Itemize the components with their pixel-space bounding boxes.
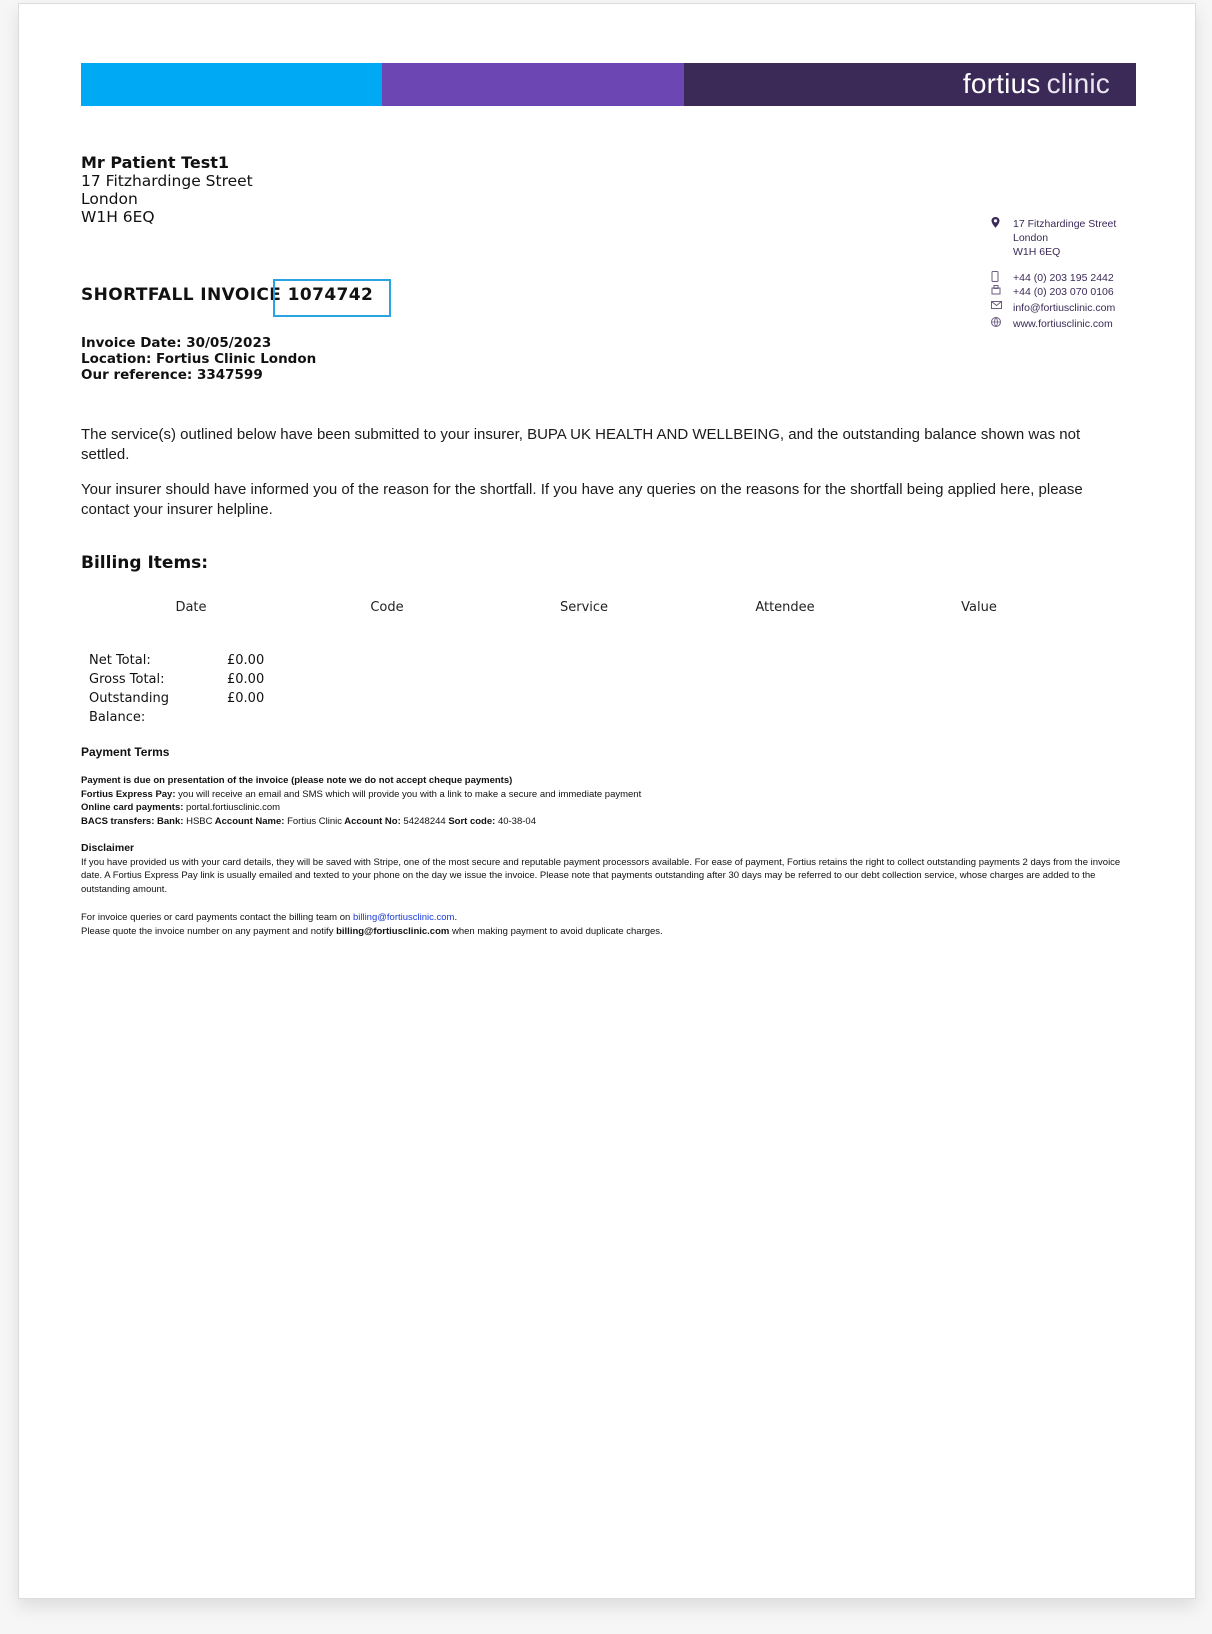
column-header-date: Date: [175, 600, 207, 615]
column-header-code: Code: [370, 600, 404, 615]
online-payment-label: Online card payments:: [81, 802, 184, 813]
column-header-service: Service: [559, 600, 609, 615]
invoice-location: Location: Fortius Clinic London: [81, 351, 317, 367]
clinic-phone: +44 (0) 203 195 2442: [1013, 272, 1114, 284]
location-pin-icon: [991, 217, 1013, 231]
bacs-bank-label: Bank:: [154, 815, 184, 827]
net-total-value: £0.00: [227, 653, 265, 668]
outstanding-balance-label: Outstanding Balance:: [89, 691, 169, 725]
invoice-date: Invoice Date: 30/05/2023: [81, 335, 272, 351]
recipient-postcode: W1H 6EQ: [81, 208, 155, 226]
email-icon: [991, 301, 1013, 312]
logo-word-fortius: fortius: [962, 68, 1041, 99]
footer-line2-end: when making payment to avoid duplicate charges.: [449, 925, 663, 937]
fax-icon: [991, 285, 1013, 298]
net-total-row: [89, 651, 264, 670]
clinic-fax: +44 (0) 203 070 0106: [1013, 286, 1114, 298]
express-pay-text: you will receive an email and SMS which will provide you with a link to make a secure and immediate payment: [175, 788, 642, 800]
clinic-address-line3: W1H 6EQ: [1013, 246, 1061, 258]
invoice-page: [18, 3, 1196, 1599]
invoice-reference: Our reference: 3347599: [81, 367, 263, 383]
phone-icon: [991, 271, 1013, 285]
clinic-website[interactable]: www.fortiusclinic.com: [1013, 318, 1113, 330]
insurer-paragraph: The service(s) outlined below have been submitted to your insurer, BUPA UK HEALTH AND WELLBEING, and the outstanding balance shown was not settled.: [81, 426, 1081, 463]
footer-line-1: [81, 911, 1141, 925]
footer-line1-end: .: [454, 912, 458, 923]
clinic-address-line2: London: [1013, 232, 1049, 244]
online-payment-line: [81, 801, 1141, 815]
billing-heading: Billing Items:: [81, 553, 209, 573]
globe-icon: [991, 317, 1013, 330]
invoice-meta: [81, 335, 316, 383]
recipient-name: Mr Patient Test1: [81, 153, 230, 172]
clinic-contact-block: [991, 217, 1116, 331]
gross-total-row: [89, 670, 264, 689]
footer-line-2: [81, 925, 1141, 939]
column-header-attendee: Attendee: [755, 600, 815, 615]
recipient-city: London: [81, 190, 138, 208]
clinic-email[interactable]: info@fortiusclinic.com: [1013, 302, 1116, 314]
bacs-bank: HSBC: [183, 815, 213, 827]
clinic-address-line1: 17 Fitzhardinge Street: [1013, 218, 1117, 230]
payment-terms-details: [81, 774, 1141, 828]
bacs-account-no-label: Account No:: [342, 815, 401, 827]
bacs-label: BACS transfers:: [81, 815, 155, 827]
brand-banner: [81, 63, 1136, 106]
recipient-street: 17 Fitzhardinge Street: [81, 172, 253, 190]
billing-email-bold: billing@fortiusclinic.com: [336, 925, 450, 937]
totals-block: [89, 651, 264, 727]
bacs-line: [81, 815, 1141, 829]
shortfall-paragraph: Your insurer should have informed you of the reason for the shortfall. If you have any queries on the reasons for the shortfall being applied here, please contact your insurer helpline.: [81, 481, 1083, 518]
banner-purple-segment: [382, 63, 684, 106]
bacs-sort-code: 40-38-04: [495, 815, 536, 827]
payment-terms-heading: Payment Terms: [81, 745, 170, 759]
recipient-address: [81, 154, 253, 226]
express-pay-label: Fortius Express Pay:: [81, 788, 176, 800]
express-pay-line: [81, 788, 1141, 802]
disclaimer-text: If you have provided us with your card details, they will be saved with Stripe, one of the most secure and reputable payment processors available. For ease of payment, Fortius retains the right to collect outstanding payments 2 days from the invoice date. A Fortius Express Pay link is usually emailed and texted to your phone on the day we issue the invoice. Please note that payments outstanding after 30 days may be referred to our debt collection service, whose charges are added to the outstanding amount.: [81, 856, 1121, 895]
logo-word-clinic: clinic: [1046, 68, 1110, 99]
bacs-sort-label: Sort code:: [445, 815, 496, 827]
banner-blue-segment: [81, 63, 382, 106]
bacs-account-name-label: Account Name:: [212, 815, 285, 827]
fortius-clinic-logo: [963, 68, 1110, 100]
disclaimer-block: [81, 842, 1141, 896]
footer-line1-text: For invoice queries or card payments contact the billing team on: [81, 912, 353, 923]
invoice-number-highlight: [273, 279, 391, 317]
payment-due-line: Payment is due on presentation of the invoice (please note we do not accept cheque payments): [81, 775, 513, 786]
bacs-account-no: 54248244: [400, 815, 446, 827]
online-payment-portal[interactable]: portal.fortiusclinic.com: [183, 802, 281, 813]
gross-total-label: Gross Total:: [89, 672, 165, 687]
disclaimer-heading: Disclaimer: [81, 842, 135, 854]
footer-notes: [81, 911, 1141, 938]
bacs-account-name: Fortius Clinic: [284, 815, 342, 827]
billing-email-link[interactable]: billing@fortiusclinic.com: [352, 912, 455, 923]
gross-total-value: £0.00: [227, 672, 265, 687]
outstanding-balance-row: [89, 689, 264, 727]
column-header-value: Value: [961, 600, 997, 615]
footer-line2-text: Please quote the invoice number on any payment and notify: [81, 925, 337, 937]
net-total-label: Net Total:: [89, 653, 151, 668]
invoice-title: SHORTFALL INVOICE 1074742: [81, 285, 374, 305]
banner-dark-segment: [684, 63, 1136, 106]
outstanding-balance-value: £0.00: [227, 691, 265, 706]
